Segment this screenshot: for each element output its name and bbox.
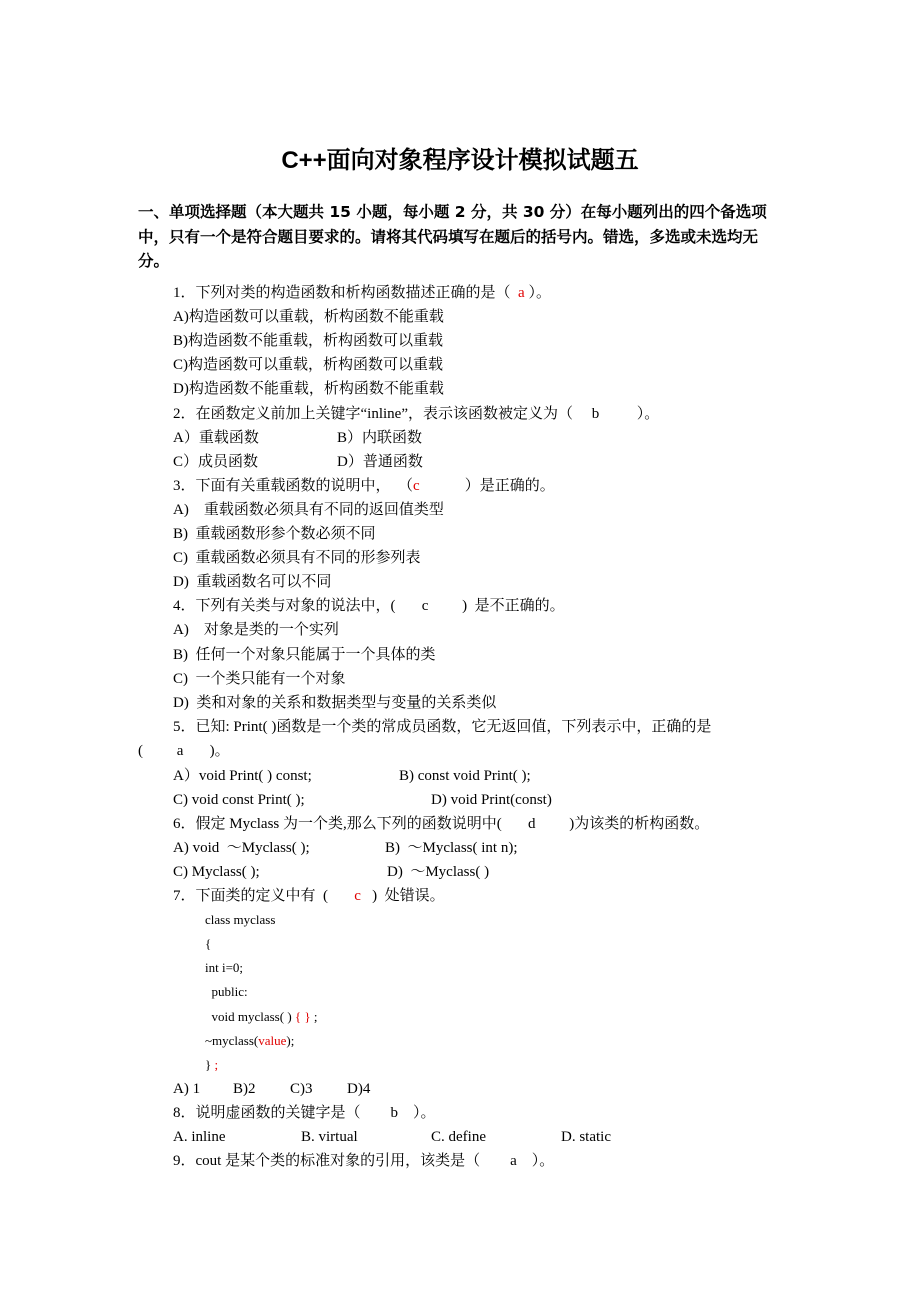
answer: d xyxy=(528,816,536,832)
question-text-end: ）。 xyxy=(524,285,551,301)
option-d: D)构造函数不能重载，析构函数不能重载 xyxy=(173,381,444,397)
question-6 xyxy=(0,812,920,836)
question-text: 2．在函数定义前加上关键字“inline”，表示该函数被定义为（ xyxy=(173,406,592,422)
question-text-end: ) 是不正确的。 xyxy=(428,598,565,614)
answer: c xyxy=(421,598,429,614)
option-a: A)构造函数可以重载，析构函数不能重载 xyxy=(173,309,444,325)
question-7 xyxy=(0,884,920,908)
code-line: { xyxy=(205,936,212,951)
question-text-end: ) 处错误。 xyxy=(360,888,445,904)
question-5 xyxy=(0,715,920,739)
answer: a xyxy=(176,743,184,759)
option-d: D) ～Myclass( ) xyxy=(387,864,490,880)
question-4 xyxy=(0,594,920,618)
question-text-cont: ( xyxy=(138,743,177,759)
option-c: C)构造函数可以重载，析构函数可以重载 xyxy=(173,357,444,373)
code-error-mark: ; xyxy=(214,1057,219,1072)
question-text-end: ）。 xyxy=(398,1105,436,1121)
option-c: C) 一个类只能有一个对象 xyxy=(173,671,346,687)
option-b: B)2 xyxy=(233,1081,256,1097)
option-a: A. inline xyxy=(173,1129,226,1145)
answer: c xyxy=(354,888,361,904)
option-c: C) Myclass( ); xyxy=(173,864,260,880)
option-c: C) void const Print( ); xyxy=(173,792,305,808)
option-c: C. define xyxy=(431,1129,486,1145)
option-d: D. static xyxy=(561,1129,611,1145)
option-d: D) 类和对象的关系和数据类型与变量的关系类似 xyxy=(173,695,497,711)
code-line: int i=0; xyxy=(205,960,244,975)
option-c: C）成员函数 xyxy=(173,454,259,470)
option-a: A）void Print( ) const; xyxy=(173,768,312,784)
question-1 xyxy=(0,281,920,305)
code-line: void myclass( ) xyxy=(205,1009,295,1024)
code-error-mark: { } xyxy=(294,1009,311,1024)
option-b: B) ～Myclass( int n); xyxy=(385,840,518,856)
question-text: 1．下列对类的构造函数和析构函数描述正确的是（ xyxy=(173,285,519,301)
answer: a xyxy=(510,1153,517,1169)
option-d: D）普通函数 xyxy=(337,454,423,470)
code-error-mark: value xyxy=(258,1033,287,1048)
option-a: A）重载函数 xyxy=(173,430,259,446)
option-c: C) 重载函数必须具有不同的形参列表 xyxy=(173,550,421,566)
question-8 xyxy=(0,1101,920,1125)
answer: b xyxy=(591,406,600,422)
question-text-end: ）。 xyxy=(599,406,660,422)
question-2 xyxy=(0,402,920,426)
answer: c xyxy=(413,478,420,494)
question-text: 8．说明虚函数的关键字是（ xyxy=(173,1105,391,1121)
code-line: } xyxy=(205,1057,212,1072)
option-d: D) void Print(const) xyxy=(431,792,552,808)
option-b: B) const void Print( ); xyxy=(399,768,531,784)
section-instructions: 一、单项选择题（本大题共 15 小题，每小题 2 分，共 30 分）在每小题列出的四个备选项中，只有一个是符合题目要求的。请将其代码填写在题后的括号内。错选，多选或未选均无分。 xyxy=(138,203,767,270)
code-line: public: xyxy=(205,984,248,999)
question-text: 5．已知: Print( )函数是一个类的常成员函数，它无返回值，下列表示中，正确的是 xyxy=(173,719,712,735)
option-a: A) 对象是类的一个实列 xyxy=(173,622,339,638)
code-semicolon: ; xyxy=(310,1009,318,1024)
option-b: B) 任何一个对象只能属于一个具体的类 xyxy=(173,647,436,663)
option-b: B)构造函数不能重载，析构函数可以重载 xyxy=(173,333,444,349)
question-3 xyxy=(0,474,920,498)
question-text: 3．下面有关重载函数的说明中， （ xyxy=(173,478,414,494)
code-line: class myclass xyxy=(205,912,276,927)
code-line-end: ); xyxy=(286,1033,295,1048)
option-a: A) 1 xyxy=(173,1081,201,1097)
code-line: ~myclass( xyxy=(205,1033,259,1048)
question-text: 9．cout 是某个类的标准对象的引用，该类是（ xyxy=(173,1153,511,1169)
answer: a xyxy=(518,285,525,301)
option-d: D) 重载函数名可以不同 xyxy=(173,574,332,590)
document-title: C++面向对象程序设计模拟试题五 xyxy=(281,147,639,174)
question-text: 7．下面类的定义中有 ( xyxy=(173,888,355,904)
option-a: A) void ～Myclass( ); xyxy=(173,840,310,856)
question-text-end: )为该类的析构函数。 xyxy=(535,816,710,832)
question-text: 6．假定 Myclass 为一个类,那么下列的函数说明中( xyxy=(173,816,528,832)
question-9 xyxy=(0,1149,920,1173)
answer: b xyxy=(390,1105,399,1121)
question-text-end: ）是正确的。 xyxy=(419,478,555,494)
option-d: D)4 xyxy=(347,1081,371,1097)
option-a: A) 重载函数必须具有不同的返回值类型 xyxy=(173,502,444,518)
question-text-end: ）。 xyxy=(516,1153,555,1169)
option-c: C)3 xyxy=(290,1081,313,1097)
option-b: B) 重载函数形参个数必须不同 xyxy=(173,526,376,542)
question-text-end: )。 xyxy=(183,743,230,759)
option-b: B）内联函数 xyxy=(337,430,423,446)
option-b: B. virtual xyxy=(301,1129,358,1145)
question-text: 4．下列有关类与对象的说法中，( xyxy=(173,598,422,614)
